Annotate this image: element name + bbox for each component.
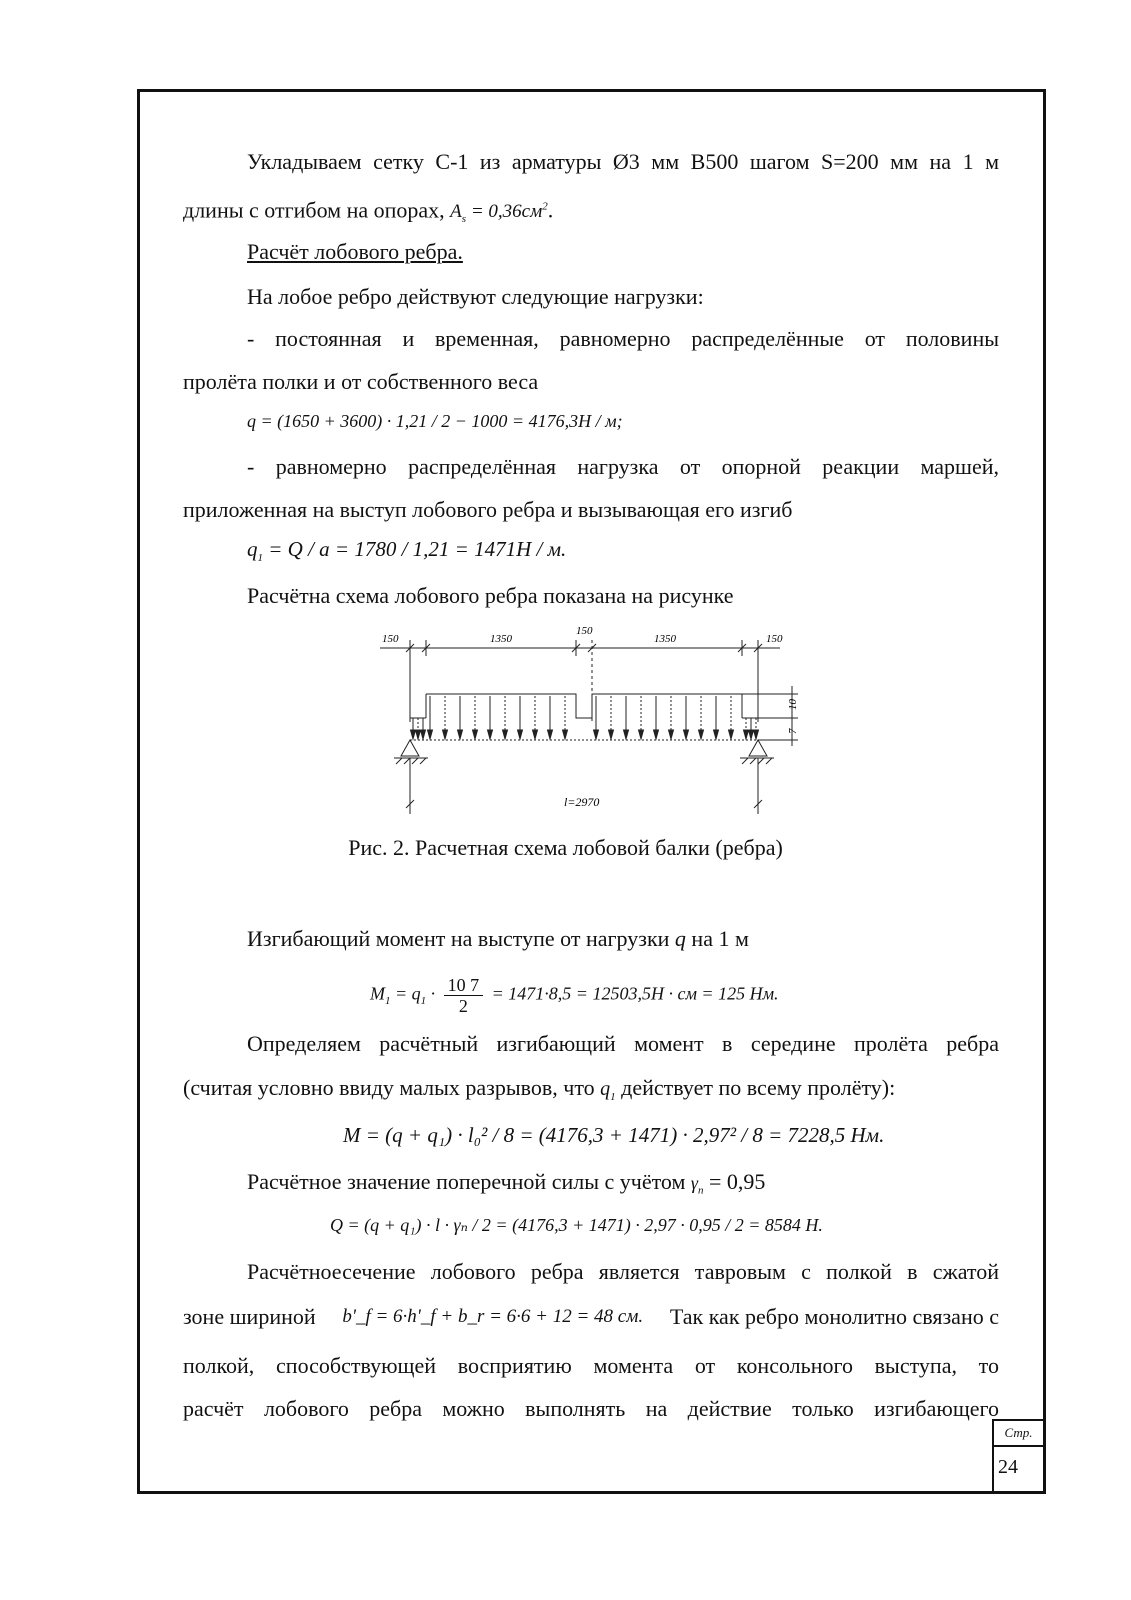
load-arrow-head	[624, 730, 629, 739]
page-stamp	[992, 1419, 1043, 1491]
load-arrow-head	[428, 730, 433, 739]
load-arrow-head	[669, 730, 674, 739]
load-arrow-head	[654, 730, 659, 739]
load-arrow-head	[503, 730, 508, 739]
section-line3: полкой, способствующей восприятию момента от консольного выступа, то	[183, 1353, 999, 1378]
load2-line2: приложенная на выступ лобового ребра и вызывающая его изгиб	[183, 497, 793, 522]
scheme-intro: Расчётна схема лобового ребра показана на рисунке	[247, 583, 734, 608]
dim-label-2: 1350	[490, 633, 512, 645]
section-line2: зоне шириной b'_f = 6·h'_f + b_r = 6·6 + 12 = 48 см. Так как ребро монолитно связано с	[183, 1304, 999, 1329]
moment1-text: Изгибающий момент на выступе от нагрузки q на 1 м	[247, 926, 749, 951]
section-line4: расчёт лобового ребра можно выполнять на действие только изгибающего	[183, 1396, 999, 1421]
section-line1: Расчётноесечение лобового ребра является тавровым с полкой в сжатой	[247, 1259, 999, 1284]
right-dim-1: 10	[787, 699, 799, 710]
right-dim-2: 7	[787, 728, 799, 734]
load-arrow-head	[684, 730, 689, 739]
load-arrow-head	[749, 730, 754, 739]
load-arrow-head	[473, 730, 478, 739]
load1-line1: - постоянная и временная, равномерно распределённые от половины	[247, 326, 999, 351]
para1-line1: Укладываем сетку С-1 из арматуры Ø3 мм В500 шагом S=200 мм на 1 м	[247, 149, 999, 174]
dim-label-4: 1350	[654, 633, 676, 645]
stamp-label: Стр.	[994, 1421, 1043, 1447]
load2-formula: $q_1 = Q / a = 1780 / 1,21 = 1471H / м$.	[247, 537, 567, 565]
load-arrow-head	[533, 730, 538, 739]
load-arrow-head	[609, 730, 614, 739]
moment2-line2: (считая условно ввиду малых разрывов, что $q_1$ действует по всему пролёту):	[183, 1075, 896, 1103]
load1-line2: пролёта полки и от собственного веса	[183, 369, 539, 394]
dim-label-3: 150	[576, 625, 593, 637]
load-arrow-head	[421, 730, 426, 739]
load-arrow-head	[744, 730, 749, 739]
load-arrow-head	[699, 730, 704, 739]
moment1-formula: $M_1 = q_1$ · $\frac{10 7}{2}$ = 1471·8,5 = 12503,5H · см = 125 Нм.	[370, 975, 779, 1016]
shear-text: Расчётное значение поперечной силы с учётом $\gamma_n = 0,95$	[247, 1169, 766, 1197]
para1-line2: длины с отгибом на опорах, $A_s = 0,36см^2$.	[183, 197, 554, 226]
load-arrow-head	[754, 730, 759, 739]
load-arrow-head	[639, 730, 644, 739]
load2-line1: - равномерно распределённая нагрузка от опорной реакции маршей,	[247, 454, 999, 479]
load-arrow-head	[594, 730, 599, 739]
load-arrow-head	[411, 730, 416, 739]
dim-label-1: 150	[382, 633, 399, 645]
load-arrow-head	[488, 730, 493, 739]
load-arrow-head	[443, 730, 448, 739]
area-formula: $A_s = 0,36см^2$	[450, 201, 548, 226]
span-label: l=2970	[564, 795, 600, 809]
load-arrow-head	[729, 730, 734, 739]
section-heading: Расчёт лобового ребра.	[247, 239, 463, 264]
loads-intro: На лобое ребро действуют следующие нагрузки:	[247, 284, 704, 309]
flange-width-formula: b'_f = 6·h'_f + b_r = 6·6 + 12 = 48 см.	[342, 1306, 644, 1327]
load-arrow-head	[458, 730, 463, 739]
load-arrow-head	[563, 730, 568, 739]
load-arrow-head	[548, 730, 553, 739]
moment2-formula: M = (q + q₁) · l₀² / 8 = (4176,3 + 1471) · 2,97² / 8 = 7228,5 Нм.	[343, 1123, 885, 1147]
dim-label-5: 150	[766, 633, 783, 645]
load-arrow-head	[416, 730, 421, 739]
figure-caption: Рис. 2. Расчетная схема лобовой балки (ребра)	[348, 835, 783, 860]
shear-formula: Q = (q + q₁) · l · γₙ / 2 = (4176,3 + 1471) · 2,97 · 0,95 / 2 = 8584 H.	[330, 1215, 823, 1235]
moment2-line1: Определяем расчётный изгибающий момент в середине пролёта ребра	[247, 1031, 999, 1056]
load-arrow-head	[714, 730, 719, 739]
load1-formula: q = (1650 + 3600) · 1,21 / 2 − 1000 = 4176,3H / м;	[247, 411, 623, 431]
load-scheme-figure	[370, 622, 820, 822]
load-arrow-head	[518, 730, 523, 739]
page-number: 24	[998, 1456, 1018, 1478]
